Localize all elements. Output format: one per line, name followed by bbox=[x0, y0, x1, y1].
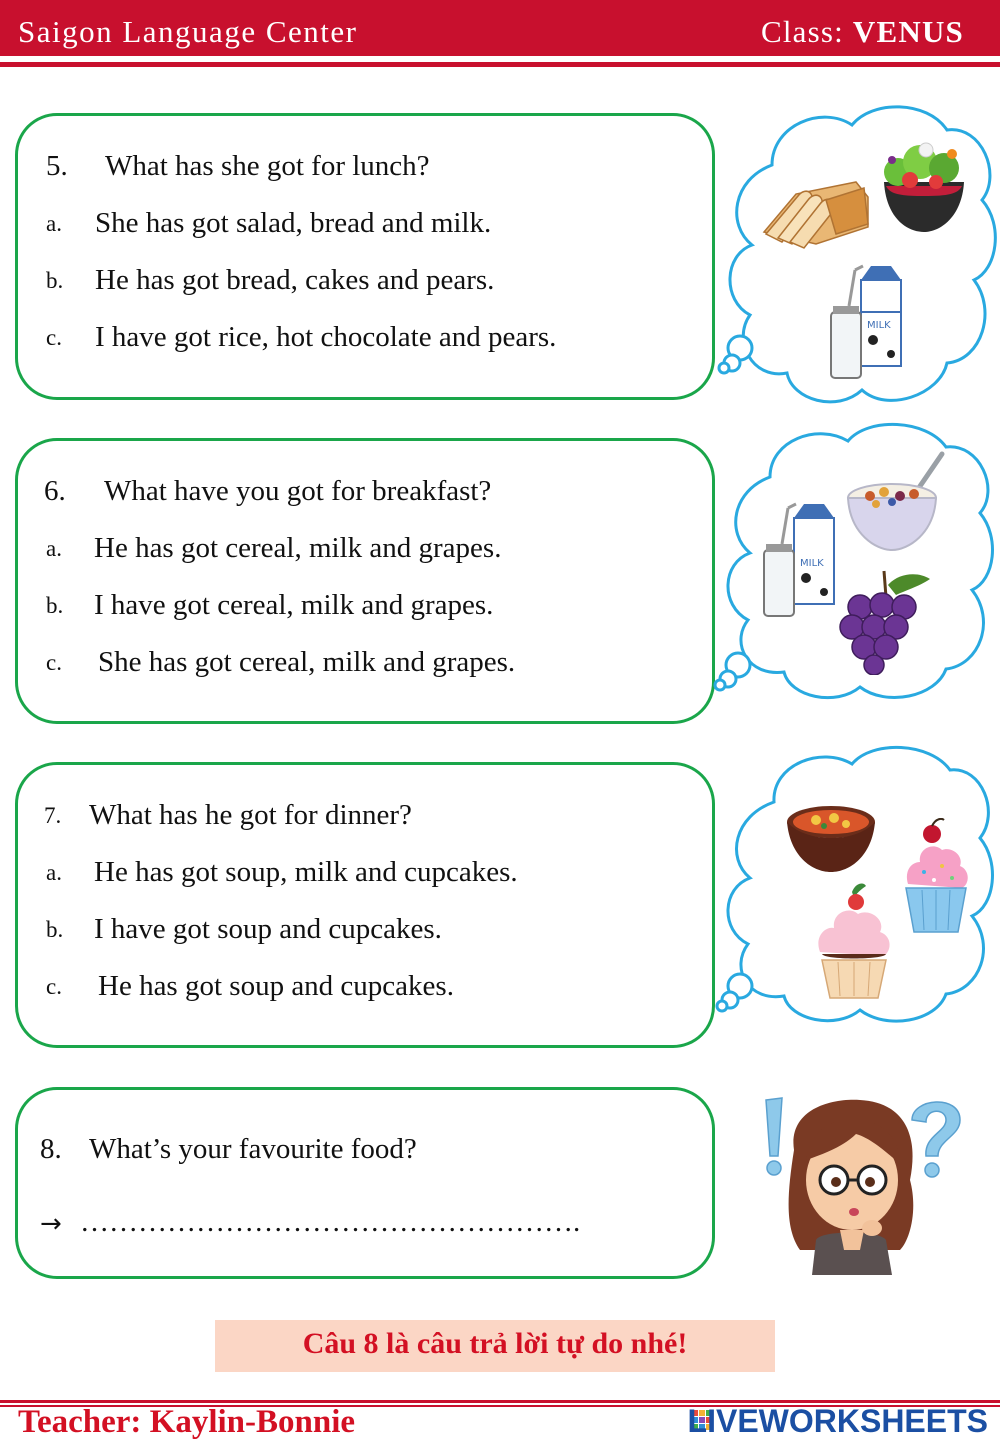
option-letter-c: c. bbox=[46, 650, 62, 675]
option-letter-b: b. bbox=[46, 917, 64, 942]
cupcake-icon bbox=[902, 818, 972, 936]
note-box bbox=[215, 1320, 775, 1372]
question-number: 8. bbox=[40, 1133, 62, 1165]
option-letter-a: a. bbox=[46, 536, 62, 561]
option-letter-b: b. bbox=[46, 593, 64, 618]
option-b[interactable]: I have got soup and cupcakes. bbox=[94, 913, 442, 945]
question-text: What has she got for lunch? bbox=[105, 150, 430, 182]
header-divider bbox=[0, 62, 1000, 67]
svg-text:MILK: MILK bbox=[867, 320, 891, 331]
option-b[interactable]: I have got cereal, milk and grapes. bbox=[94, 589, 494, 621]
question-number: 5. bbox=[46, 150, 68, 182]
milk-icon bbox=[825, 262, 909, 382]
option-b[interactable]: He has got bread, cakes and pears. bbox=[95, 264, 495, 296]
grapes-icon bbox=[838, 565, 938, 675]
center-name: Saigon Language Center bbox=[18, 14, 358, 49]
class-name: VENUS bbox=[852, 14, 964, 49]
thinking-girl-icon bbox=[760, 1090, 970, 1275]
note-text: Câu 8 là câu trả lời tự do nhé! bbox=[302, 1327, 688, 1360]
answer-line[interactable]: ……………………………………………. bbox=[80, 1206, 581, 1238]
class-prefix: Class: bbox=[760, 14, 853, 49]
question-text: What have you got for breakfast? bbox=[104, 475, 492, 507]
question-text: What has he got for dinner? bbox=[89, 799, 412, 831]
cupcake-icon bbox=[814, 880, 896, 1002]
question-box-7 bbox=[15, 762, 715, 1048]
question-box-6 bbox=[15, 438, 715, 724]
option-letter-a: a. bbox=[46, 211, 62, 236]
teacher-name: Teacher: Kaylin-Bonnie bbox=[18, 1404, 356, 1440]
question-box-8 bbox=[15, 1087, 715, 1279]
cereal-icon bbox=[846, 450, 950, 554]
option-a[interactable]: He has got cereal, milk and grapes. bbox=[94, 532, 502, 564]
question-box-5 bbox=[15, 113, 715, 400]
milk-icon bbox=[758, 500, 842, 620]
option-a[interactable]: She has got salad, bread and milk. bbox=[95, 207, 492, 239]
question-text: What’s your favourite food? bbox=[89, 1133, 417, 1165]
class-label bbox=[761, 14, 964, 50]
option-letter-a: a. bbox=[46, 860, 62, 885]
header-bar bbox=[0, 0, 1000, 56]
brand-name[interactable]: LIVEWORKSHEETS bbox=[687, 1403, 988, 1439]
option-c[interactable]: He has got soup and cupcakes. bbox=[98, 970, 454, 1002]
salad-icon bbox=[878, 132, 970, 236]
svg-text:MILK: MILK bbox=[800, 558, 824, 569]
option-letter-c: c. bbox=[46, 974, 62, 999]
option-letter-b: b. bbox=[46, 268, 64, 293]
option-c[interactable]: She has got cereal, milk and grapes. bbox=[98, 646, 516, 678]
question-number: 6. bbox=[44, 475, 66, 507]
option-c[interactable]: I have got rice, hot chocolate and pears. bbox=[95, 321, 557, 353]
option-letter-c: c. bbox=[46, 325, 62, 350]
soup-icon bbox=[784, 800, 878, 874]
bread-icon bbox=[756, 172, 874, 250]
arrow-icon: → bbox=[40, 1209, 62, 1239]
question-number: 7. bbox=[44, 803, 62, 828]
option-a[interactable]: He has got soup, milk and cupcakes. bbox=[94, 856, 518, 888]
